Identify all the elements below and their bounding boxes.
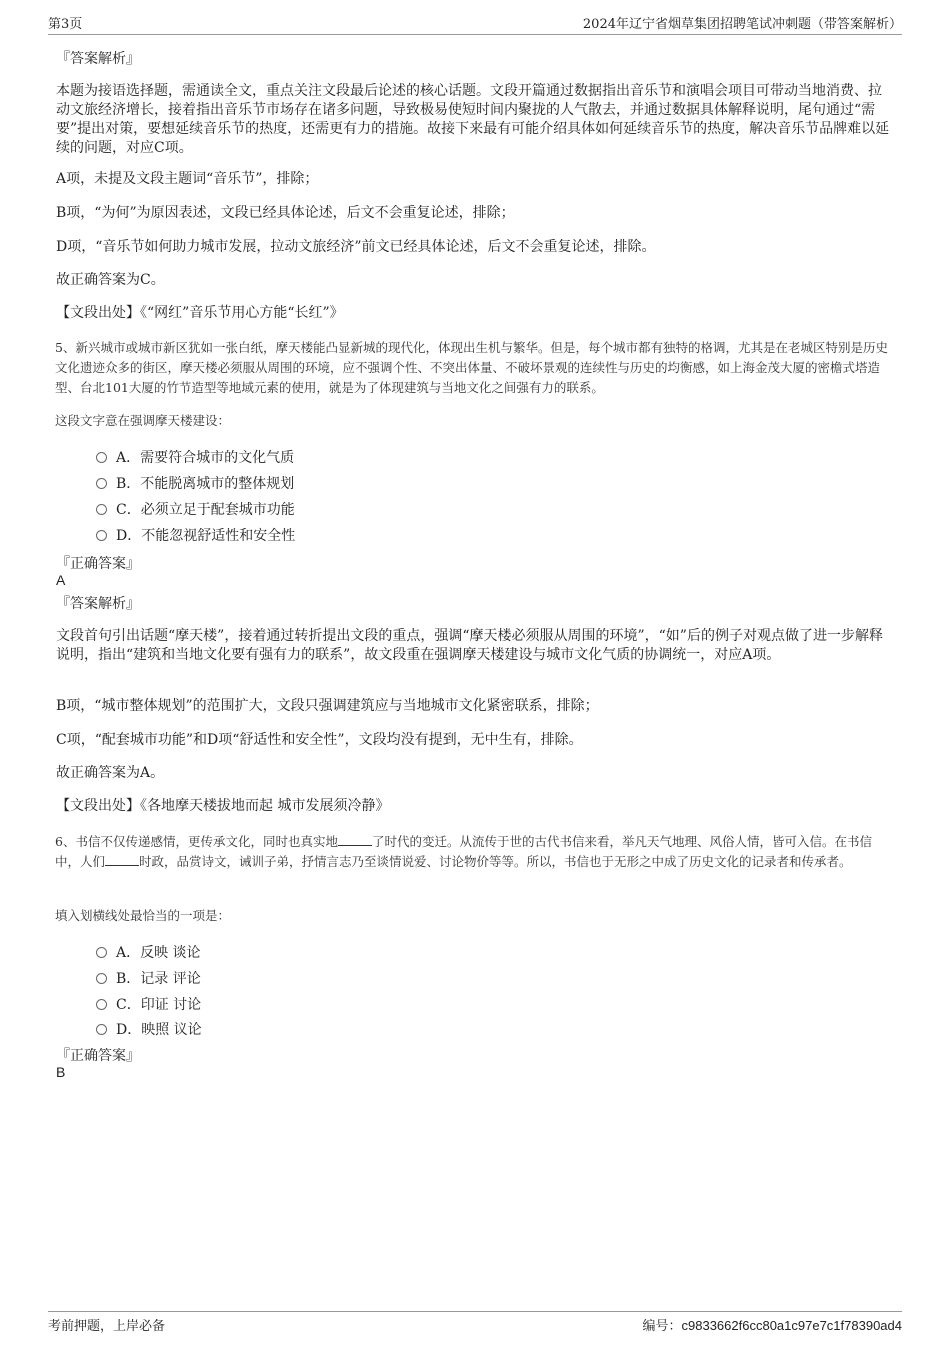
q6-answer: B	[56, 1064, 66, 1080]
q5-analysis-label: 『答案解析』	[56, 596, 140, 612]
q6-question: 6、书信不仅传递感情，更传承文化，同时也真实地 了时代的变迁。从流传于世的古代书信来看，举凡天气地理、风俗人情，皆可入信。在书信中，人们 时政，品赏诗文，诫训子弟，抒情言志乃至谈情说爱、讨论物价等等。所以，书信也于无形之中成了历史文化的记录者和传承者。	[55, 834, 872, 869]
page-header	[48, 12, 902, 35]
radio-icon[interactable]	[96, 1024, 107, 1035]
q5-option-d[interactable]: D．不能忽视舒适性和安全性	[96, 525, 295, 545]
page-number: 第3页	[48, 17, 83, 32]
q5-source: 【文段出处】《各地摩天楼拔地而起 城市发展须冷静》	[56, 798, 390, 814]
q4-source: 【文段出处】《“网红”音乐节用心方能“长红”》	[56, 305, 344, 321]
q5-question: 5、新兴城市或城市新区犹如一张白纸，摩天楼能凸显新城的现代化，体现出生机与繁华。但是，每个城市都有独特的格调，尤其是在老城区特别是历史文化遗迹众多的街区，摩天楼必须服从周围的环境，应不强调个性、不突出体量、不破坏景观的连续性与历史的均衡感，如上海金茂大厦的密檐式塔造型、台北101大厦的竹节造型等地域元素的使用，就是为了体现建筑与当地文化之间强有力的联系。	[55, 340, 888, 395]
q6-prompt: 填入划横线处最恰当的一项是：	[55, 908, 231, 923]
q6-option-c[interactable]: C．印证 讨论	[96, 994, 201, 1014]
q4-analysis-text: 本题为接语选择题，需通读全文，重点关注文段最后论述的核心话题。文段开篇通过数据指出音乐节和演唱会项目可带动当地消费、拉动文旅经济增长，接着指出音乐节市场存在诸多问题，导致极易使短时间内聚拢的人气散去，并通过数据具体解释说明，尾句通过“需要”提出对策，要想延续音乐节的热度，还需更有力的措施。故接下来最有可能介绍具体如何延续音乐节的热度，解决音乐节品牌难以延续的问题，对应C项。	[56, 83, 890, 156]
radio-icon[interactable]	[96, 947, 107, 958]
q4-option-b-note: B项，“为何”为原因表述，文段已经具体论述，后文不会重复论述，排除；	[56, 205, 515, 221]
q5-option-c-note: C项，“配套城市功能”和D项“舒适性和安全性”，文段均没有提到，无中生有，排除。	[56, 732, 583, 748]
footer-slogan: 考前押题，上岸必备	[48, 1319, 166, 1334]
q5-analysis-text: 文段首句引出话题“摩天楼”，接着通过转折提出文段的重点，强调“摩天楼必须服从周围的环境”，“如”后的例子对观点做了进一步解释说明，指出“建筑和当地文化要有强有力的联系”，故文段重在强调摩天楼建设与城市文化气质的协调统一，对应A项。	[56, 628, 883, 663]
q5-conclusion: 故正确答案为A。	[56, 765, 165, 781]
q5-answer: A	[56, 572, 66, 588]
fill-blank-2	[105, 854, 139, 866]
q6-option-a[interactable]: A．反映 谈论	[96, 942, 201, 962]
document-title: 2024年辽宁省烟草集团招聘笔试冲刺题（带答案解析）	[582, 17, 902, 32]
q5-option-b-note: B项，“城市整体规划”的范围扩大，文段只强调建筑应与当地城市文化紧密联系，排除；	[56, 698, 599, 714]
q5-option-c[interactable]: C．必须立足于配套城市功能	[96, 499, 295, 519]
q5-answer-label: 『正确答案』	[56, 556, 140, 572]
radio-icon[interactable]	[96, 530, 107, 541]
q6-option-d[interactable]: D．映照 议论	[96, 1019, 202, 1039]
q5-prompt: 这段文字意在强调摩天楼建设：	[55, 413, 231, 428]
q6-answer-label: 『正确答案』	[56, 1048, 140, 1064]
q5-option-a[interactable]: A．需要符合城市的文化气质	[96, 447, 294, 467]
q4-analysis-label: 『答案解析』	[56, 51, 140, 67]
radio-icon[interactable]	[96, 973, 107, 984]
q4-option-d-note: D项，“音乐节如何助力城市发展，拉动文旅经济”前文已经具体论述，后文不会重复论述，排除。	[56, 239, 656, 255]
fill-blank-1	[338, 834, 372, 846]
q5-option-b[interactable]: B．不能脱离城市的整体规划	[96, 473, 294, 493]
radio-icon[interactable]	[96, 452, 107, 463]
q4-conclusion: 故正确答案为C。	[56, 272, 165, 288]
radio-icon[interactable]	[96, 999, 107, 1010]
radio-icon[interactable]	[96, 504, 107, 515]
radio-icon[interactable]	[96, 478, 107, 489]
q6-option-b[interactable]: B．记录 评论	[96, 968, 201, 988]
footer-code: 编号：c9833662f6cc80a1c97e7c1f78390ad4	[642, 1318, 902, 1334]
page-footer	[48, 1311, 902, 1334]
q4-option-a-note: A项，未提及文段主题词“音乐节”，排除；	[56, 171, 319, 187]
